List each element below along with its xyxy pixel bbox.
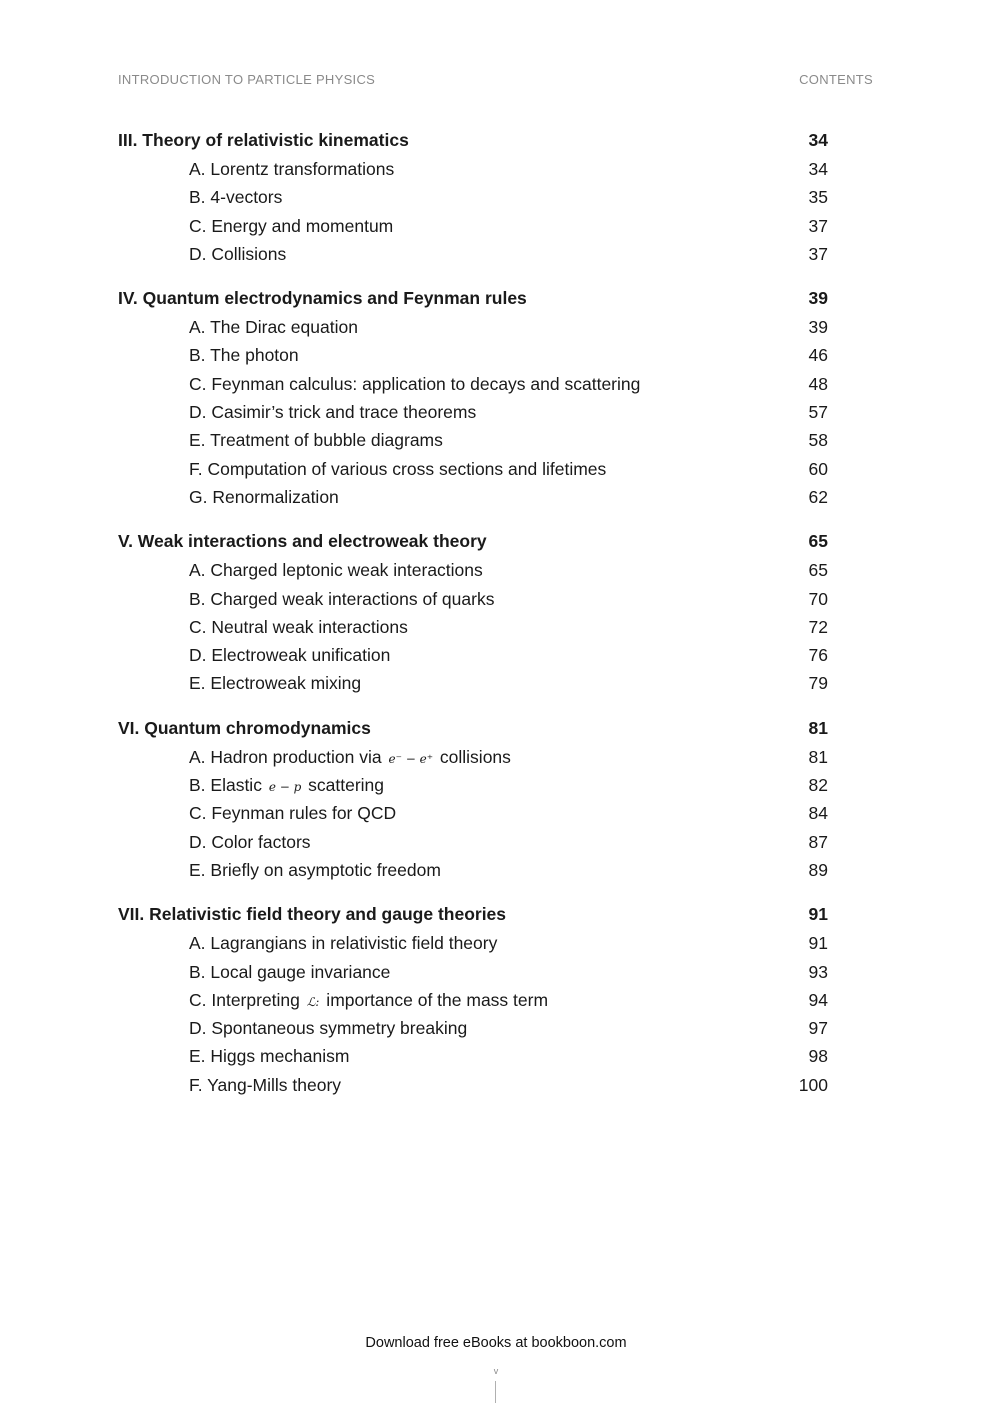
- section-title: C. Neutral weak interactions: [189, 616, 408, 637]
- section-page-number: 97: [808, 1018, 828, 1039]
- section-title: F. Yang-Mills theory: [189, 1074, 342, 1095]
- section-page-number: 82: [808, 775, 828, 796]
- section-title: C. Feynman rules for QCD: [189, 803, 397, 824]
- section-title: D. Spontaneous symmetry breaking: [189, 1018, 468, 1039]
- math-expression: e − p: [268, 780, 302, 795]
- toc-section-entry[interactable]: [118, 398, 828, 426]
- book-title: INTRODUCTION TO PARTICLE PHYSICS: [118, 72, 376, 87]
- section-page-number: 35: [808, 187, 828, 208]
- table-of-contents: [118, 126, 828, 1115]
- toc-chapter: [118, 126, 828, 268]
- section-page-number: 91: [808, 933, 828, 954]
- toc-chapter: [118, 284, 828, 511]
- section-title: E. Treatment of bubble diagrams: [189, 430, 443, 451]
- toc-section-entry[interactable]: [118, 1042, 828, 1070]
- toc-section-entry[interactable]: [118, 483, 828, 511]
- toc-section-entry[interactable]: [118, 240, 828, 268]
- section-title: A. Charged leptonic weak interactions: [189, 560, 483, 581]
- section-title: E. Briefly on asymptotic freedom: [189, 859, 441, 880]
- folio-divider: [495, 1381, 496, 1403]
- section-title: [118, 743, 511, 773]
- section-label: CONTENTS: [799, 72, 873, 87]
- section-title: [118, 986, 548, 1016]
- section-page-number: 98: [808, 1046, 828, 1067]
- toc-section-entry[interactable]: [118, 1071, 828, 1099]
- section-page-number: 100: [798, 1074, 828, 1095]
- toc-section-entry[interactable]: [118, 212, 828, 240]
- section-title: D. Electroweak unification: [189, 645, 391, 666]
- footer-download-link[interactable]: Download free eBooks at bookboon.com: [365, 1335, 627, 1351]
- section-title-text: C. Interpreting: [189, 989, 305, 1010]
- section-page-number: 94: [808, 989, 828, 1010]
- toc-section-entry[interactable]: [118, 641, 828, 669]
- toc-chapter: [118, 900, 828, 1099]
- toc-section-entry[interactable]: [118, 771, 828, 799]
- section-page-number: 34: [808, 159, 828, 179]
- toc-section-entry[interactable]: [118, 313, 828, 341]
- toc-section-entry[interactable]: [118, 341, 828, 369]
- section-title: C. Energy and momentum: [189, 215, 394, 236]
- chapter-title: IV. Quantum electrodynamics and Feynman rules: [118, 288, 527, 309]
- toc-chapter: [118, 714, 828, 884]
- toc-section-entry[interactable]: [118, 986, 828, 1014]
- toc-section-entry[interactable]: [118, 556, 828, 584]
- toc-section-entry[interactable]: [118, 183, 828, 211]
- section-page-number: 48: [808, 373, 828, 394]
- math-expression: e⁻ − e⁺: [388, 751, 434, 766]
- toc-section-entry[interactable]: [118, 828, 828, 856]
- toc-chapter-entry[interactable]: [118, 126, 828, 155]
- section-page-number: 46: [808, 345, 828, 366]
- chapter-page-number: 65: [808, 531, 828, 552]
- toc-section-entry[interactable]: [118, 743, 828, 771]
- section-title: E. Electroweak mixing: [189, 673, 362, 694]
- section-title: D. Collisions: [189, 243, 287, 264]
- math-expression: ℒ:: [306, 994, 320, 1009]
- toc-section-entry[interactable]: [118, 958, 828, 986]
- section-page-number: 37: [808, 215, 828, 236]
- section-page-number: 70: [808, 588, 828, 609]
- section-page-number: 37: [808, 243, 828, 264]
- section-title: D. Color factors: [189, 831, 311, 852]
- section-title: B. 4-vectors: [189, 187, 283, 208]
- chapter-page-number: 39: [808, 288, 828, 309]
- section-title: E. Higgs mechanism: [189, 1046, 350, 1067]
- toc-section-entry[interactable]: [118, 669, 828, 697]
- toc-chapter-entry[interactable]: [118, 284, 828, 313]
- section-title-text: A. Hadron production via: [189, 746, 387, 767]
- section-title: A. Lorentz transformations: [189, 159, 395, 179]
- section-title: [118, 771, 384, 801]
- toc-section-entry[interactable]: [118, 799, 828, 827]
- section-title-text: importance of the mass term: [321, 989, 549, 1010]
- section-title: D. Casimir’s trick and trace theorems: [189, 402, 477, 423]
- section-page-number: 58: [808, 430, 828, 451]
- toc-chapter-entry[interactable]: [118, 527, 828, 556]
- toc-section-entry[interactable]: [118, 426, 828, 454]
- section-page-number: 84: [808, 803, 828, 824]
- toc-section-entry[interactable]: [118, 155, 828, 183]
- section-page-number: 39: [808, 317, 828, 338]
- section-title: G. Renormalization: [189, 486, 339, 507]
- page-number: v: [493, 1366, 499, 1376]
- toc-chapter: [118, 527, 828, 697]
- section-title: B. Local gauge invariance: [189, 961, 391, 982]
- section-title-text: collisions: [435, 746, 511, 767]
- section-title-text: scattering: [303, 775, 385, 796]
- toc-section-entry[interactable]: [118, 585, 828, 613]
- section-page-number: 72: [808, 616, 828, 637]
- section-page-number: 89: [808, 859, 828, 880]
- section-page-number: 93: [808, 961, 828, 982]
- toc-section-entry[interactable]: [118, 370, 828, 398]
- section-title: B. The photon: [189, 345, 299, 366]
- section-page-number: 60: [808, 458, 828, 479]
- toc-section-entry[interactable]: [118, 1014, 828, 1042]
- chapter-page-number: 81: [808, 717, 828, 738]
- toc-chapter-entry[interactable]: [118, 900, 828, 929]
- section-title: A. The Dirac equation: [189, 317, 358, 338]
- section-title: A. Lagrangians in relativistic field theory: [189, 933, 498, 954]
- running-header: [118, 72, 873, 87]
- chapter-title: III. Theory of relativistic kinematics: [118, 130, 409, 150]
- chapter-page-number: 91: [808, 904, 828, 925]
- section-title: B. Charged weak interactions of quarks: [189, 588, 495, 609]
- section-title: C. Feynman calculus: application to decays and scattering: [189, 373, 641, 394]
- section-page-number: 65: [808, 560, 828, 581]
- chapter-title: VII. Relativistic field theory and gauge theories: [118, 904, 507, 925]
- toc-section-entry[interactable]: [118, 856, 828, 884]
- section-page-number: 79: [808, 673, 828, 694]
- toc-section-entry[interactable]: [118, 613, 828, 641]
- toc-chapter-entry[interactable]: [118, 714, 828, 743]
- chapter-title: VI. Quantum chromodynamics: [118, 717, 371, 738]
- chapter-page-number: 34: [808, 130, 828, 150]
- section-title-text: B. Elastic: [189, 775, 267, 796]
- toc-section-entry[interactable]: [118, 929, 828, 957]
- chapter-title: V. Weak interactions and electroweak theory: [118, 531, 487, 552]
- section-page-number: 62: [808, 486, 828, 507]
- section-title: F. Computation of various cross sections and lifetimes: [189, 458, 607, 479]
- section-page-number: 87: [808, 831, 828, 852]
- section-page-number: 57: [808, 402, 828, 423]
- section-page-number: 76: [808, 645, 828, 666]
- section-page-number: 81: [808, 746, 828, 767]
- toc-section-entry[interactable]: [118, 455, 828, 483]
